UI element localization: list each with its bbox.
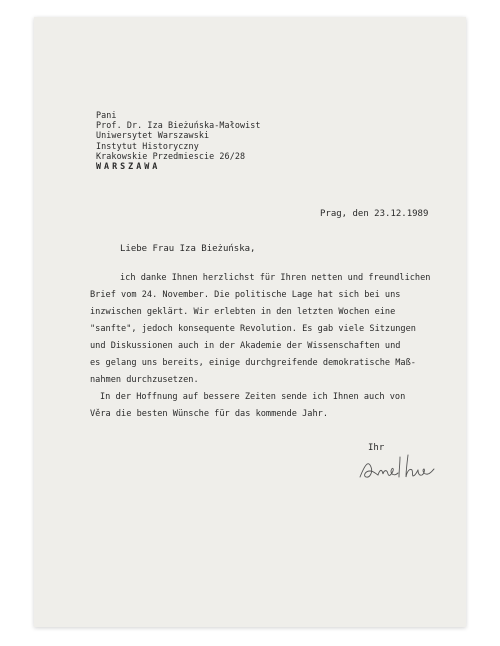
body-line: Věra die besten Wünsche für das kommende Jahr. xyxy=(90,409,328,419)
letter-salutation: Liebe Frau Iza Bieżuńska, xyxy=(120,244,256,254)
letter-closing: Ihr xyxy=(368,443,385,453)
body-line: es gelang uns bereits, einige durchgreifende demokratische Maß- xyxy=(90,358,416,368)
address-line-name: Prof. Dr. Iza Bieżuńska-Małowist xyxy=(96,120,261,131)
body-line: "sanfte", jedoch konsequente Revolution. Es gab viele Sitzungen xyxy=(90,324,416,334)
address-line-university: Uniwersytet Warszawski xyxy=(96,130,210,141)
body-line: In der Hoffnung auf bessere Zeiten sende ich Ihnen auch von xyxy=(100,392,406,402)
body-line: inzwischen geklärt. Wir erlebten in den letzten Wochen eine xyxy=(90,307,396,317)
recipient-address xyxy=(96,110,261,171)
letter-page xyxy=(34,17,466,627)
address-line-street: Krakowskie Przedmiescie 26/28 xyxy=(96,150,246,161)
letter-date: Prag, den 23.12.1989 xyxy=(320,209,429,219)
body-line: nahmen durchzusetzen. xyxy=(90,375,199,385)
handwritten-signature xyxy=(356,441,436,485)
letter-body xyxy=(90,270,450,423)
address-line-city: WARSZAWA xyxy=(96,161,161,172)
address-line-salutation: Pani xyxy=(96,110,117,120)
body-line: ich danke Ihnen herzlichst für Ihren netten und freundlichen xyxy=(120,273,431,283)
body-line: Brief vom 24. November. Die politische Lage hat sich bei uns xyxy=(90,290,401,300)
address-line-institute: Instytut Historyczny xyxy=(96,140,199,151)
body-line: und Diskussionen auch in der Akademie der Wissenschaften und xyxy=(90,341,401,351)
